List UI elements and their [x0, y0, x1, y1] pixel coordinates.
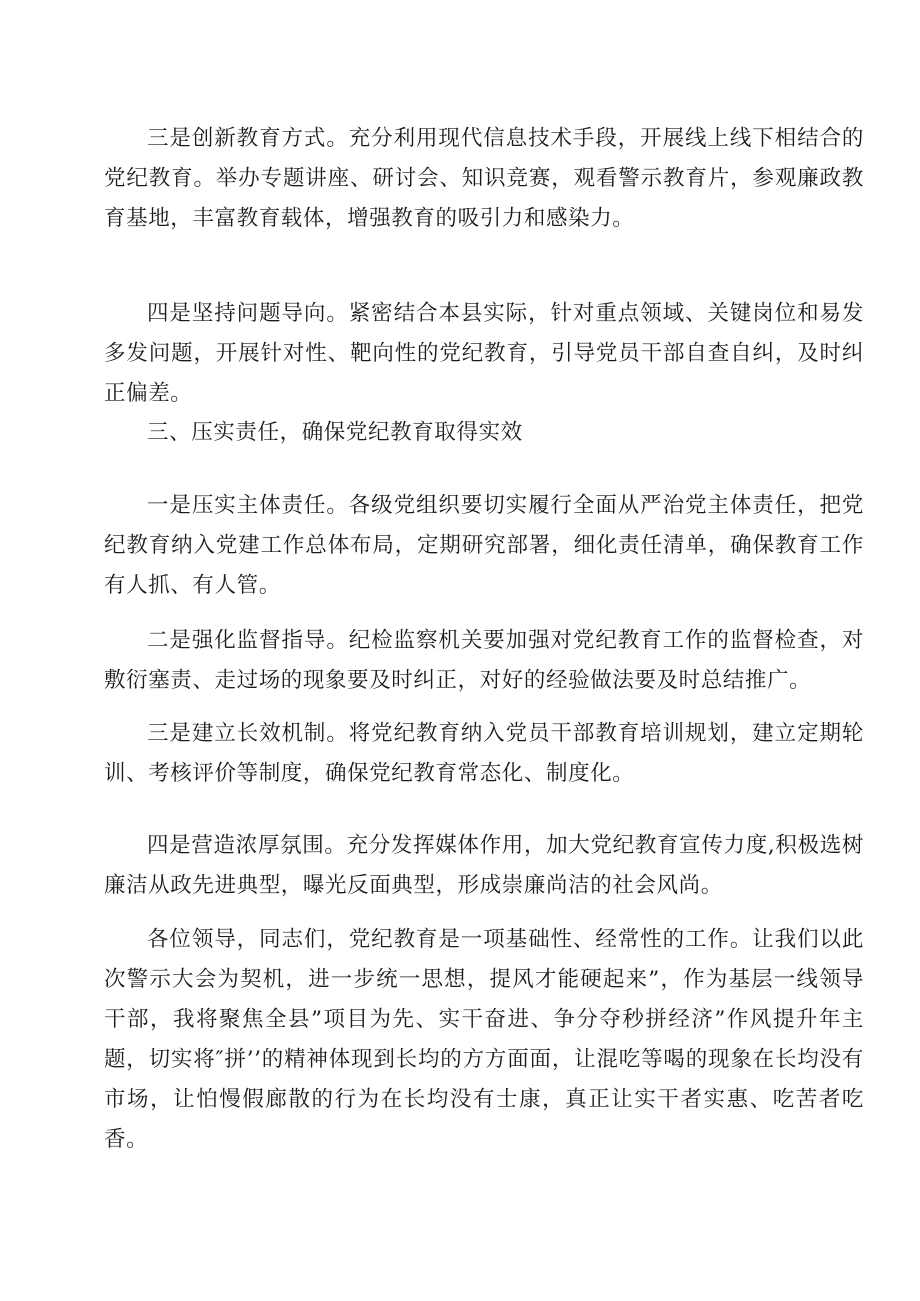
paragraph-problem-oriented: 四是坚持问题导向。紧密结合本县实际，针对重点领域、关键岗位和易发多发问题，开展针对性、靶向性的党纪教育，引导党员干部自查自纠，及时纠正偏差。: [104, 301, 864, 406]
paragraph-closing-remarks: 各位领导，同志们，党纪教育是一项基础性、经常性的工作。让我们以此次警示大会为契机，进一步统一思想，提风才能硬起来”，作为基层一线领导干部，我将聚焦全县”项目为先、实干奋进、争分夺秒拼经济”作风提升年主题，切实将″拼’’的精神体现到长均的方方面面，让混吃等喝的现象在长均没有市场，让怕慢假廊散的行为在长均没有士康，真正让实干者实惠、吃苦者吃香。: [104, 927, 864, 1152]
section-heading-responsibility: 三、压实责任，确保党纪教育取得实效: [147, 420, 523, 445]
paragraph-main-responsibility: 一是压实主体责任。各级党组织要切实履行全面从严治党主体责任，把党纪教育纳入党建工作总体布局，定期研究部署，细化责任清单，确保教育工作有人抓、有人管。: [104, 493, 864, 598]
paragraph-create-atmosphere: 四是营造浓厚氛围。充分发挥媒体作用，加大党纪教育宣传力度,积极选树廉洁从政先进典型，曝光反面典型，形成崇廉尚洁的社会风尚。: [104, 833, 864, 898]
paragraph-long-term-mechanism: 三是建立长效机制。将党纪教育纳入党员干部教育培训规划，建立定期轮训、考核评价等制度，确保党纪教育常态化、制度化。: [104, 721, 864, 786]
paragraph-innovate-education-methods: 三是创新教育方式。充分利用现代信息技术手段，开展线上线下相结合的党纪教育。举办专题讲座、研讨会、知识竞赛，观看警示教育片，参观廉政教育基地，丰富教育载体，增强教育的吸引力和感染力。: [104, 126, 864, 231]
paragraph-supervision-guidance: 二是强化监督指导。纪检监察机关要加强对党纪教育工作的监督检查，对敷衍塞责、走过场的现象要及时纠正，对好的经验做法要及时总结推广。: [104, 628, 864, 693]
